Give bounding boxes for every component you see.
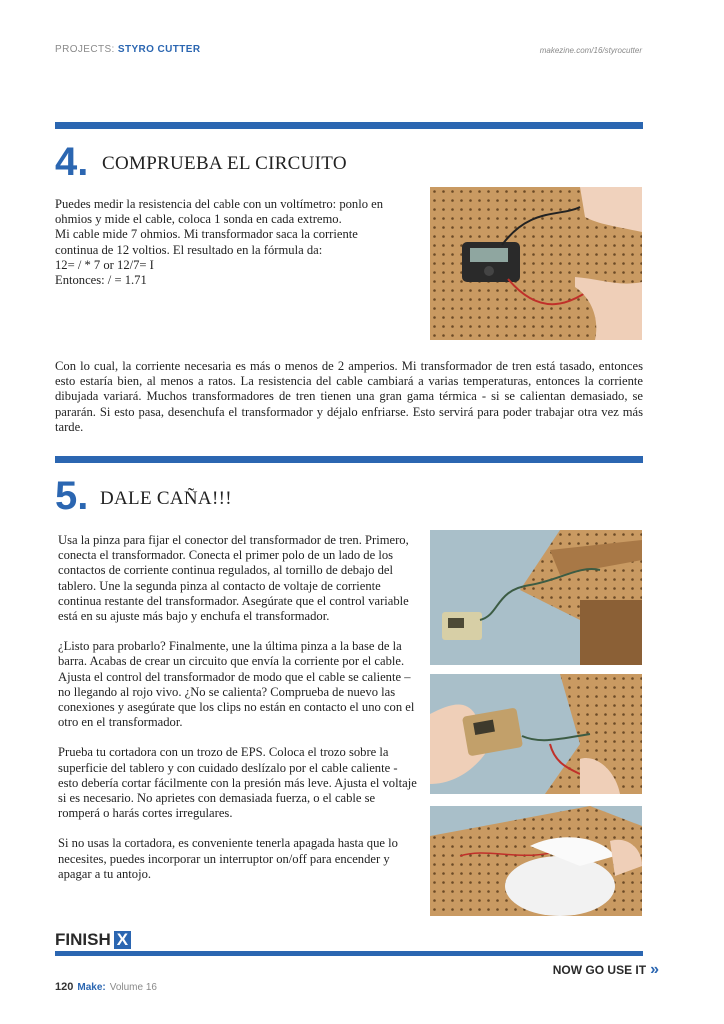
step4-intro-line: Entonces: / = 1.71 [55, 273, 147, 288]
step4-title: COMPRUEBA EL CIRCUITO [102, 153, 347, 174]
step5-paragraph: Prueba tu cortadora con un trozo de EPS. Coloca el trozo sobre la superficie del tablero y con cuidado deslízalo por el cable caliente - esto debería cortar fácilmente con la presión más leve. Ajusta el voltaje si es necesario. No aprietes con demasiada fuerza, o el cable se romperá o harás cortes irregulares. [58, 745, 417, 821]
step5-paragraph: ¿Listo para probarlo? Finalmente, une la última pinza a la base de la barra. Acabas de crear un circuito que envía la corriente por el cable. Ajusta el control del transformador de modo que el cable se caliente – no llegando al rojo vivo. ¿No se calienta? Comprueba de nuevo las conexiones y asegúrate que los clips no están en contacto el uno con el otro en el transformador. [58, 639, 415, 730]
step4-number: 4. [55, 140, 89, 184]
volume-label: Volume 16 [109, 982, 157, 993]
step5-number: 5. [55, 474, 89, 518]
finish-x-mark: X [114, 931, 131, 949]
step4-body: Con lo cual, la corriente necesaria es más o menos de 2 amperios. Mi transformador de tren está tasado, entonces esto estaría bien, al menos a ratos. La resistencia del cable cambiará a varias temperaturas, entonces la corriente dibujada variará. Muchos transformadores de tren tienen una gran gama térmica - si se calientan demasiado, se pararán. Si esto pasa, desenchufa el transformador y déjalo enfriarse. Esto servirá para poder trabajar otra vez más tarde. [55, 359, 643, 434]
next-page-label: NOW GO USE IT [552, 963, 647, 977]
step5-text [58, 533, 420, 882]
header-project: STYRO CUTTER [117, 44, 201, 55]
step4-intro [55, 197, 417, 288]
next-page-link[interactable] [553, 963, 659, 977]
finish-label: FINISH [55, 930, 111, 949]
finish-marker [55, 930, 131, 950]
transformer-hand-photo [430, 674, 642, 794]
page-footer [55, 981, 157, 993]
step5-rule [55, 456, 643, 463]
step4-intro-line: 12= / * 7 or 12/7= I [55, 257, 154, 272]
running-header [55, 44, 201, 55]
page-number: 120 [55, 981, 74, 993]
step4-intro-line: Puedes medir la resistencia del cable con un voltímetro: ponlo en [55, 197, 384, 211]
footer-rule [55, 951, 643, 956]
step4-intro-line: continua de 12 voltios. El resultado en la fórmula da: [55, 242, 323, 257]
step5-paragraph: Usa la pinza para fijar el conector del transformador de tren. Primero, conecta el transformador. Conecta el primer polo de un lado de los contactos de corriente continua regulados, al tornillo de debajo del tablero. Une la segunda pinza al contacto de voltaje de corriente continua restante del transformador. Asegúrate que el control variable está en su ajuste más bajo y enchufa el transformador. [58, 533, 409, 624]
foam-cutting-photo [430, 806, 642, 916]
chevron-right-icon: » [650, 961, 659, 978]
step5-paragraph: Si no usas la cortadora, es conveniente tenerla apagada hasta que lo necesites, puedes incorporar un interruptor on/off para encender y apagar a tu antojo. [58, 836, 398, 881]
multimeter-photo [430, 187, 642, 340]
step4-intro-line: Mi cable mide 7 ohmios. Mi transformador saca la corriente [55, 227, 358, 242]
header-url[interactable]: makezine.com/16/styrocutter [539, 46, 642, 55]
transformer-wired-photo [430, 530, 642, 665]
step4-rule [55, 122, 643, 129]
header-section: PROJECTS: [55, 44, 115, 55]
step5-title: DALE CAÑA!!! [100, 488, 232, 509]
magazine-name: Make: [77, 982, 106, 993]
step4-intro-line: ohmios y mide el cable, coloca 1 sonda en cada extremo. [55, 212, 342, 227]
